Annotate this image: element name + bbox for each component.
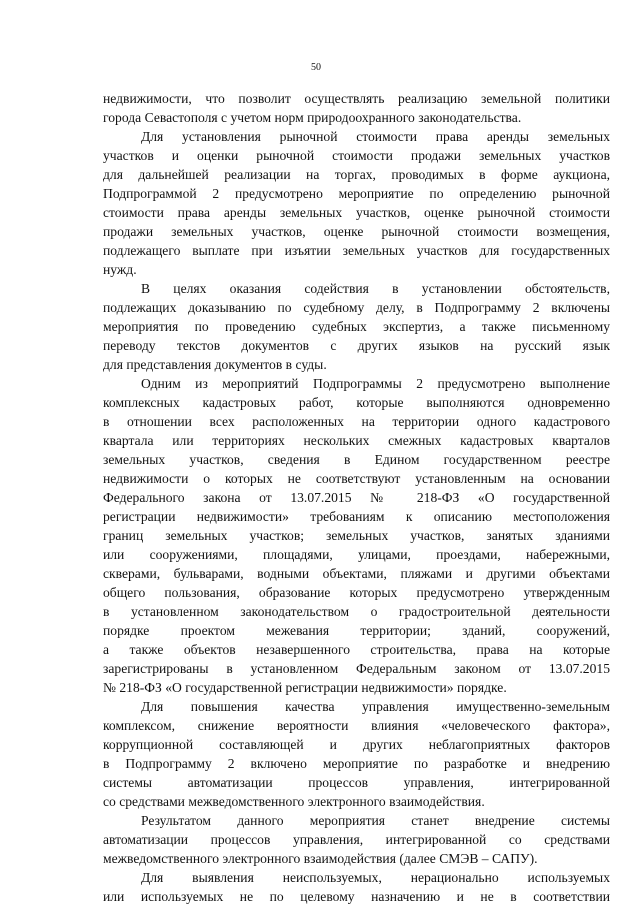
text-line: или используемых не по целевому назначению и не в соответствии <box>103 889 610 904</box>
paragraph <box>103 697 610 811</box>
text-line: комплексом, снижение вероятности влияния «человеческого фактора», <box>103 718 610 733</box>
text-line: Подпрограммой 2 предусмотрено мероприятие по определению рыночной <box>103 186 610 201</box>
text-line: общего пользования, образование которых предусмотрено утвержденным <box>103 585 610 600</box>
paragraph <box>103 127 610 279</box>
text-line: земельных участков, сведения в Едином государственном реестре <box>103 452 610 467</box>
text-line: Федерального закона от 13.07.2015 № 218-ФЗ «О государственной <box>103 490 610 505</box>
text-line: межведомственного электронного взаимодействия (далее СМЭВ – САПУ). <box>103 851 538 866</box>
text-line: со средствами межведомственного электронного взаимодействия. <box>103 794 485 809</box>
text-line: а также объектов незавершенного строительства, права на которые <box>103 642 610 657</box>
paragraph <box>103 89 610 127</box>
text-line: коррупционной составляющей и других неблагоприятных факторов <box>103 737 610 752</box>
text-line: в отношении всех расположенных на территории одного кадастрового <box>103 414 610 429</box>
text-line: в установленном законодательством о градостроительной деятельности <box>103 604 610 619</box>
text-line: Для повышения качества управления имущественно-земельным <box>141 699 610 714</box>
text-line: системы автоматизации процессов управления, интегрированной <box>103 775 610 790</box>
text-line: зарегистрированы в установленном Федеральным законом от 13.07.2015 <box>103 661 610 676</box>
text-line: Результатом данного мероприятия станет внедрение системы <box>141 813 610 828</box>
text-line: Для установления рыночной стоимости права аренды земельных <box>141 129 610 144</box>
text-line: регистрации недвижимости» требованиям к описанию местоположения <box>103 509 610 524</box>
text-line: для представления документов в суды. <box>103 357 327 372</box>
text-line: квартала или территориях нескольких смежных кадастровых кварталов <box>103 433 610 448</box>
text-line: для дальнейшей реализации на торгах, проводимых в форме аукциона, <box>103 167 610 182</box>
paragraph <box>103 374 610 697</box>
text-line: недвижимости о которых не соответствуют установленным на основании <box>103 471 610 486</box>
text-line: комплексных кадастровых работ, которые выполняются одновременно <box>103 395 610 410</box>
text-line: переводу текстов документов с других языков на русский язык <box>103 338 610 353</box>
page-number: 50 <box>311 62 321 73</box>
text-line: Для выявления неиспользуемых, нерационально используемых <box>141 870 610 885</box>
text-line: границ земельных участков; земельных участков, занятых зданиями <box>103 528 610 543</box>
text-line: или сооружениями, площадями, улицами, проездами, набережными, <box>103 547 610 562</box>
text-line: порядке проектом межевания территории; зданий, сооружений, <box>103 623 610 638</box>
text-line: подлежащих доказыванию по судебному делу, в Подпрограмму 2 включены <box>103 300 610 315</box>
text-line: участков и оценки рыночной стоимости продажи земельных участков <box>103 148 610 163</box>
text-line: автоматизации процессов управления, интегрированной со средствами <box>103 832 610 847</box>
text-line: подлежащего выплате при изъятии земельных участков для государственных <box>103 243 610 258</box>
text-line: Одним из мероприятий Подпрограммы 2 предусмотрено выполнение <box>141 376 610 391</box>
text-line: В целях оказания содействия в установлении обстоятельств, <box>141 281 610 296</box>
text-line: скверами, бульварами, водными объектами, пляжами и другими объектами <box>103 566 610 581</box>
text-line: недвижимости, что позволит осуществлять реализацию земельной политики <box>103 91 610 106</box>
text-line: № 218-ФЗ «О государственной регистрации недвижимости» порядке. <box>103 680 507 695</box>
text-line: нужд. <box>103 262 137 277</box>
paragraph <box>103 868 610 906</box>
text-line: мероприятия по проведению судебных экспертиз, а также письменному <box>103 319 610 334</box>
text-line: продажи земельных участков, оценке рыночной стоимости возмещения, <box>103 224 610 239</box>
paragraph <box>103 811 610 868</box>
document-body <box>103 89 610 906</box>
text-line: стоимости права аренды земельных участков, оценке рыночной стоимости <box>103 205 610 220</box>
text-line: города Севастополя с учетом норм природоохранного законодательства. <box>103 110 522 125</box>
paragraph <box>103 279 610 374</box>
text-line: в Подпрограмму 2 включено мероприятие по разработке и внедрению <box>103 756 610 771</box>
